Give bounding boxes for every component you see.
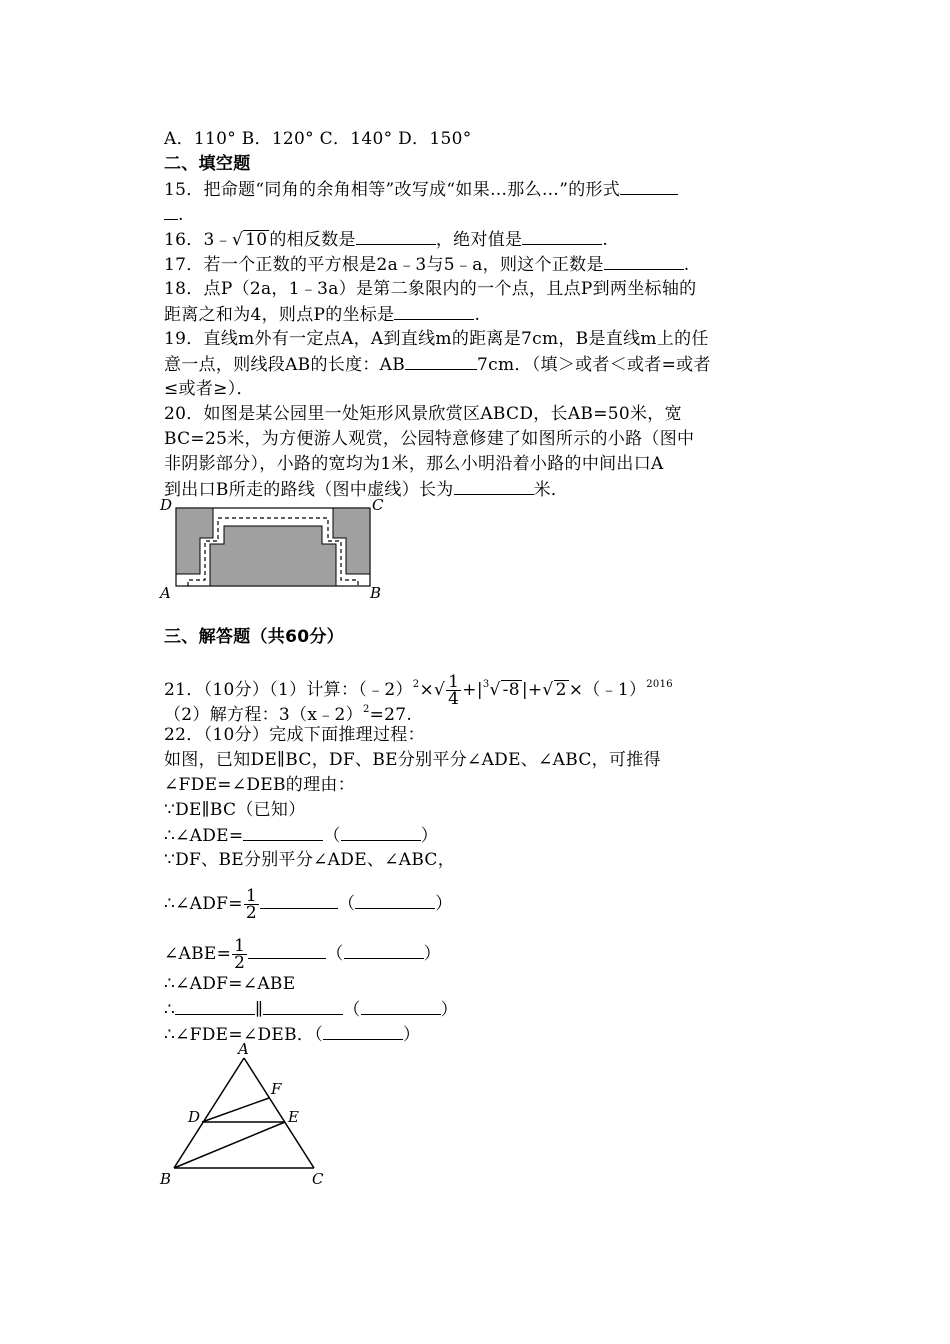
park-center-shaded xyxy=(210,526,336,586)
step4-text: ∴∠ADF= xyxy=(164,894,243,914)
sqrt-sign: √ xyxy=(434,680,446,700)
q19-line3: ≤或者≥）． xyxy=(164,379,254,399)
step8-blank xyxy=(323,1023,403,1040)
q15-text: 15．把命题“同角的余角相等”改写成“如果…那么…”的形式 xyxy=(164,180,621,200)
q22-line3: ∠FDE=∠DEB的理由： xyxy=(164,775,355,795)
proof-step-1: ∵DE∥BC（已知） xyxy=(164,800,306,820)
q20-end: 米． xyxy=(533,480,569,500)
q15-blank xyxy=(620,178,678,195)
step5-close: ） xyxy=(423,944,441,964)
q16-blank-2 xyxy=(522,228,602,245)
fig1-label-D: D xyxy=(160,496,173,514)
step4-blank-2 xyxy=(355,892,435,909)
q16-mid: 的相反数是 xyxy=(269,230,356,250)
frac-den: 4 xyxy=(448,689,460,709)
fig1-label-A: A xyxy=(160,584,171,602)
cube-radicand: -8 xyxy=(502,680,520,700)
q19-blank xyxy=(405,353,477,370)
step8-close: ） xyxy=(403,1025,421,1045)
q21-fraction xyxy=(446,674,461,707)
q20-line1: 20．如图是某公园里一处矩形风景欣赏区ABCD，长AB=50米，宽 xyxy=(164,404,682,424)
q18-end: . xyxy=(474,305,481,325)
q16-radicand: 10 xyxy=(245,230,268,250)
q21-abs: |+ xyxy=(521,680,543,700)
q16-pre: 16．3﹣ xyxy=(164,230,232,250)
cube-index: 3 xyxy=(482,679,490,690)
q18-text: 距离之和为4，则点P的坐标是 xyxy=(164,305,395,325)
step7-open: （ xyxy=(343,1000,361,1020)
q16-mid2: ，绝对值是 xyxy=(435,230,523,250)
times-sign: × xyxy=(419,680,435,700)
q18-line2 xyxy=(164,303,480,326)
q21-line2 xyxy=(164,699,412,726)
step5-blank-2 xyxy=(344,942,424,959)
proof-step-5 xyxy=(164,938,441,971)
q21b-end: =27. xyxy=(369,705,413,725)
fig1-label-B: B xyxy=(370,584,382,602)
q19-line1: 19．直线m外有一定点A，A到直线m的距离是7cm，B是直线m上的任 xyxy=(164,329,709,349)
q21b-text: （2）解方程：3（x﹣2） xyxy=(164,705,363,725)
q17-blank xyxy=(604,253,684,270)
q21-text: 21．（10分）（1）计算：（﹣2） xyxy=(164,680,413,700)
triangle-figure xyxy=(158,1040,338,1190)
sqrt-sign: √ xyxy=(542,680,554,700)
segment-DF xyxy=(202,1098,269,1122)
q21-exponent-2016: 2016 xyxy=(646,679,673,690)
q19-text: 意一点，则线段AB的长度：AB xyxy=(164,355,406,375)
q16-end: . xyxy=(602,230,609,250)
half-fraction xyxy=(244,888,259,921)
q21-exponent: 2 xyxy=(412,679,420,690)
cube-root-sign: √ xyxy=(489,680,501,700)
step2-blank-2 xyxy=(341,824,421,841)
q16 xyxy=(164,228,608,251)
q20-text: 到出口B所走的路线（图中虚线）长为 xyxy=(164,480,454,500)
frac-num: 1 xyxy=(448,672,460,692)
q14-options: A．110° B．120° C．140° D．150° xyxy=(164,129,472,149)
q15-line1 xyxy=(164,178,678,201)
frac-num: 1 xyxy=(234,936,246,956)
step4-open: （ xyxy=(337,894,356,914)
fig2-label-B: B xyxy=(160,1170,172,1188)
segment-BE xyxy=(174,1122,285,1168)
step4-blank-1 xyxy=(260,892,338,909)
fig2-label-E: E xyxy=(288,1108,299,1126)
fig1-label-C: C xyxy=(372,496,384,514)
step4-close: ） xyxy=(435,894,453,914)
proof-step-6: ∴∠ADF=∠ABE xyxy=(164,974,296,994)
fig2-label-C: C xyxy=(312,1170,324,1188)
q17-text: 17．若一个正数的平方根是2a﹣3与5﹣a，则这个正数是 xyxy=(164,255,604,275)
frac-num: 1 xyxy=(245,886,257,906)
q18-blank xyxy=(394,303,474,320)
step2-text: ∴∠ADE= xyxy=(164,826,244,846)
step7-close: ） xyxy=(440,1000,458,1020)
step7-blank-1 xyxy=(175,998,255,1015)
sqrt2-radicand: 2 xyxy=(555,680,567,700)
q21-plus: +| xyxy=(462,680,483,700)
fig2-label-A: A xyxy=(238,1040,249,1058)
q17 xyxy=(164,253,689,276)
step5-open: （ xyxy=(326,944,344,964)
q21b-exponent: 2 xyxy=(362,704,370,715)
q19-line2 xyxy=(164,353,711,376)
step7-blank-3 xyxy=(361,998,441,1015)
step7-blank-2 xyxy=(263,998,343,1015)
step2-open: （ xyxy=(323,826,341,846)
frac-den: 2 xyxy=(245,903,257,923)
q20-blank xyxy=(454,478,534,495)
frac-den: 2 xyxy=(234,953,246,973)
section-answer-heading: 三、解答题（共60分） xyxy=(164,627,344,647)
step2-close: ） xyxy=(420,826,439,846)
park-path-figure xyxy=(158,496,388,604)
parallel-sign: ∥ xyxy=(255,1000,264,1020)
sqrt-sign: √ xyxy=(231,230,244,250)
side-AB xyxy=(174,1058,244,1168)
q20-line3: 非阴影部分），小路的宽均为1米，那么小明沿着小路的中间出口A xyxy=(164,454,664,474)
q15-blank-cont xyxy=(164,203,178,220)
q18-line1: 18．点P（2a，1﹣3a）是第二象限内的一个点，且点P到两坐标轴的 xyxy=(164,279,697,299)
proof-step-4 xyxy=(164,888,453,921)
half-fraction xyxy=(232,938,247,971)
q15-end: . xyxy=(178,205,184,225)
q22-line1: 22．（10分）完成下面推理过程： xyxy=(164,725,425,745)
step7-text: ∴ xyxy=(164,1000,176,1020)
q15-line2 xyxy=(164,203,184,226)
q21-tail: ×（﹣1） xyxy=(568,680,647,700)
q20-line2: BC=25米，为方便游人观赏，公园特意修建了如图所示的小路（图中 xyxy=(164,429,695,449)
proof-step-7 xyxy=(164,998,458,1021)
fig2-label-F: F xyxy=(271,1080,282,1098)
proof-step-2 xyxy=(164,824,438,847)
step5-text: ∠ABE= xyxy=(164,944,232,964)
proof-step-3: ∵DF、BE分别平分∠ADE、∠ABC， xyxy=(164,850,456,870)
q19-tail: 7cm．（填＞或者＜或者=或者 xyxy=(477,355,711,375)
q16-blank-1 xyxy=(356,228,436,245)
step2-blank-1 xyxy=(243,824,323,841)
side-AC xyxy=(244,1058,314,1168)
fig2-label-D: D xyxy=(188,1108,201,1126)
step8-text: ∴∠FDE=∠DEB．（ xyxy=(164,1025,324,1045)
section-fill-blank-heading: 二、填空题 xyxy=(164,154,251,174)
q17-end: . xyxy=(683,255,690,275)
q22-line2: 如图，已知DE∥BC，DF、BE分别平分∠ADE、∠ABC，可推得 xyxy=(164,750,661,770)
step5-blank-1 xyxy=(248,942,326,959)
